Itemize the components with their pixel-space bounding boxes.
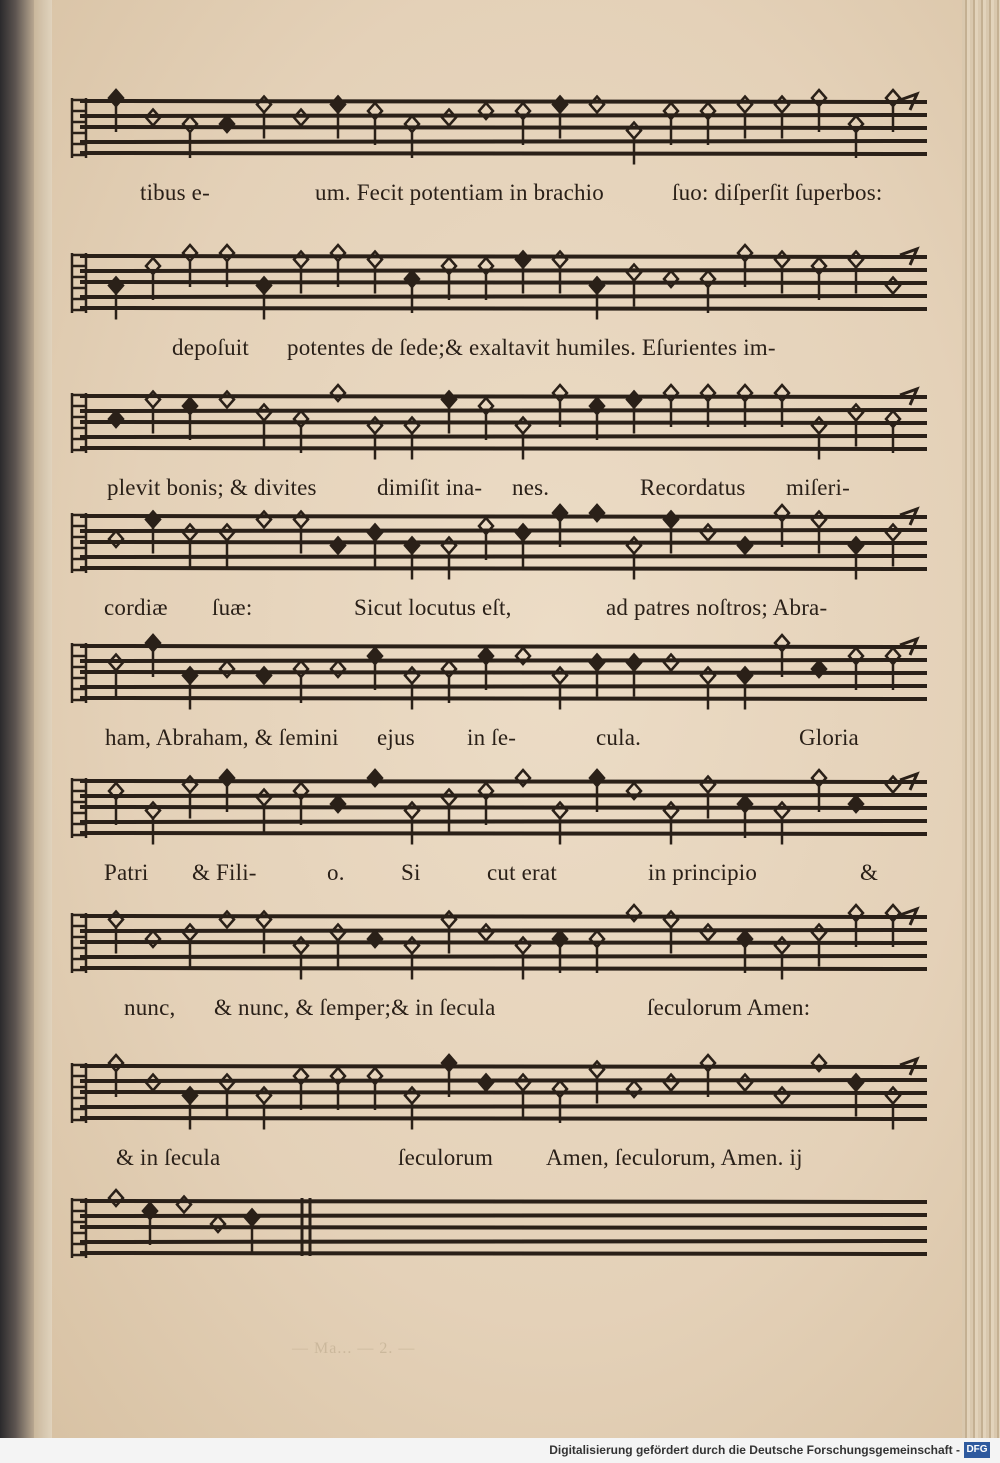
- staff-line: [80, 141, 927, 142]
- lyric-text: ad patres noſtros; Abra-: [606, 595, 828, 620]
- staff-line: [80, 256, 927, 257]
- staff-line: [80, 568, 927, 569]
- staff-line: [80, 795, 927, 796]
- staff-line: [80, 270, 927, 271]
- note-icon: [479, 648, 493, 690]
- staff-line: [80, 660, 927, 661]
- note-icon: [886, 777, 900, 793]
- staff-line: [80, 956, 927, 957]
- note-icon: [664, 512, 678, 554]
- lyric-text: dimiſit ina-: [377, 475, 483, 500]
- note-icon: [886, 411, 900, 453]
- staff: [72, 225, 932, 335]
- lyric-text: o.: [327, 860, 345, 885]
- staff: [72, 485, 932, 595]
- note-icon: [368, 931, 382, 947]
- note-icon: [664, 103, 678, 145]
- staff: [72, 1170, 932, 1280]
- note-icon: [849, 905, 863, 947]
- note-icon: [368, 648, 382, 690]
- staff-line: [80, 930, 927, 931]
- staff: [72, 615, 932, 725]
- staff-line: [80, 530, 927, 531]
- music-system: [52, 1170, 964, 1270]
- note-icon: [590, 655, 604, 697]
- note-icon: [220, 912, 234, 928]
- staff-line: [80, 556, 927, 557]
- lyric-text: ſeculorum Amen:: [647, 995, 811, 1020]
- staff-line: [80, 646, 927, 647]
- lyric-text: potentes de ſede;& exaltavit humiles.: [287, 335, 637, 360]
- note-icon: [331, 538, 345, 554]
- note-icon: [331, 385, 345, 401]
- music-system: [52, 70, 964, 170]
- lyric-text: Sicut locutus eſt,: [354, 595, 512, 620]
- note-icon: [220, 116, 234, 132]
- left-page-edge: [34, 0, 54, 1438]
- note-icon: [701, 925, 715, 941]
- staff-line: [80, 916, 927, 917]
- note-icon: [775, 385, 789, 427]
- lyric-text: cut erat: [487, 860, 557, 885]
- music-page: [52, 0, 964, 1438]
- staff-line: [80, 968, 927, 969]
- note-icon: [177, 1197, 191, 1213]
- note-icon: [849, 538, 863, 580]
- note-icon: [886, 648, 900, 690]
- lyric-text: & Fili-: [192, 860, 257, 885]
- staff-line: [80, 1241, 927, 1242]
- music-system: [52, 365, 964, 465]
- staff: [72, 70, 932, 180]
- note-icon: [701, 1055, 715, 1097]
- staff-line: [80, 308, 927, 309]
- dfg-logo: DFG: [964, 1442, 990, 1458]
- note-icon: [109, 531, 123, 547]
- lyric-text: ham, Abraham, & ſemini: [105, 725, 339, 750]
- lyric-text: &: [860, 860, 879, 885]
- note-icon: [701, 385, 715, 427]
- note-icon: [590, 97, 604, 113]
- music-system: [52, 485, 964, 585]
- note-icon: [738, 1075, 752, 1091]
- note-icon: [849, 116, 863, 158]
- funding-credit: Digitalisierung gefördert durch die Deutsche Forschungsgemeinschaft -: [549, 1443, 960, 1457]
- staff-line: [80, 422, 927, 423]
- note-icon: [479, 518, 493, 560]
- note-icon: [738, 245, 752, 287]
- note-icon: [368, 525, 382, 567]
- staff-line: [80, 781, 927, 782]
- note-icon: [849, 1075, 863, 1117]
- lyric-text: nunc,: [124, 995, 176, 1020]
- staff: [72, 365, 932, 475]
- note-icon: [738, 931, 752, 973]
- note-icon: [886, 905, 900, 947]
- lyric-text: depoſuit: [172, 335, 249, 360]
- staff-line: [80, 296, 927, 297]
- note-icon: [738, 796, 752, 838]
- note-icon: [257, 668, 271, 684]
- staff-line: [80, 686, 927, 687]
- lyric-text: Recordatus: [640, 475, 746, 500]
- lyric-text: nes.: [512, 475, 550, 500]
- staff-line: [80, 1066, 927, 1067]
- lyric-text: Si: [401, 860, 421, 885]
- bleed-through-text: — Ma... — 2. —: [292, 1340, 416, 1357]
- note-icon: [368, 103, 382, 145]
- staff: [72, 885, 932, 995]
- staff: [72, 1035, 932, 1145]
- note-icon: [220, 392, 234, 408]
- lyric-text: miſeri-: [786, 475, 850, 500]
- note-icon: [479, 1075, 493, 1091]
- note-icon: [109, 783, 123, 825]
- staff-line: [80, 396, 927, 397]
- note-icon: [331, 1068, 345, 1110]
- page-fore-edge: [962, 0, 1000, 1438]
- staff-line: [80, 1092, 927, 1093]
- lyric-text: in ſe-: [467, 725, 517, 750]
- lyric-text: Amen, ſeculorum, Amen. ij: [546, 1145, 803, 1170]
- footer-bar: [0, 1438, 1000, 1463]
- note-icon: [516, 103, 530, 145]
- note-icon: [812, 90, 826, 132]
- note-icon: [516, 770, 530, 786]
- note-icon: [245, 1210, 259, 1252]
- note-icon: [257, 512, 271, 528]
- lyric-text: in principio: [648, 860, 758, 885]
- note-icon: [775, 635, 789, 677]
- staff-line: [80, 448, 927, 449]
- note-icon: [516, 252, 530, 294]
- staff-line: [80, 115, 927, 116]
- staff-line: [80, 821, 927, 822]
- staff-line: [80, 1118, 927, 1119]
- staff-line: [80, 942, 927, 943]
- staff-line: [80, 542, 927, 543]
- staff-line: [80, 516, 927, 517]
- note-icon: [553, 97, 567, 139]
- lyric-text: ejus: [377, 725, 415, 750]
- lyric-text: & nunc, & ſemper;& in ſecula: [214, 995, 496, 1020]
- note-icon: [590, 278, 604, 320]
- note-icon: [738, 538, 752, 554]
- lyric-text: Eſurientes im-: [642, 335, 776, 360]
- staff-line: [80, 153, 927, 154]
- note-icon: [812, 258, 826, 300]
- note-icon: [701, 271, 715, 313]
- lyric-text: cula.: [596, 725, 642, 750]
- note-icon: [738, 385, 752, 427]
- staff-line: [80, 1201, 927, 1202]
- note-icon: [143, 1203, 157, 1245]
- note-icon: [109, 411, 123, 427]
- note-icon: [368, 770, 382, 786]
- staff-line: [80, 127, 927, 128]
- note-icon: [849, 648, 863, 690]
- note-icon: [701, 103, 715, 145]
- note-icon: [294, 783, 308, 825]
- staff: [72, 750, 932, 860]
- note-icon: [812, 770, 826, 812]
- staff-line: [80, 436, 927, 437]
- staff-line: [80, 698, 927, 699]
- note-icon: [738, 668, 752, 710]
- note-icon: [701, 525, 715, 541]
- lyric-text: Gloria: [799, 725, 859, 750]
- staff-line: [80, 1253, 927, 1254]
- book-spine: [0, 0, 34, 1438]
- lyric-text: ſeculorum: [398, 1145, 494, 1170]
- lyric-text: cordiæ: [104, 595, 168, 620]
- note-icon: [331, 796, 345, 812]
- staff-line: [80, 672, 927, 673]
- note-icon: [479, 398, 493, 440]
- staff-line: [80, 833, 927, 834]
- note-icon: [516, 525, 530, 567]
- music-system: [52, 750, 964, 850]
- note-icon: [627, 655, 641, 697]
- staff-line: [80, 1215, 927, 1216]
- note-icon: [109, 1190, 123, 1206]
- lyric-text: & in ſecula: [116, 1145, 221, 1170]
- lyric-text: um. Fecit potentiam in brachio: [315, 180, 604, 205]
- music-system: [52, 225, 964, 325]
- staff-line: [80, 410, 927, 411]
- staff-line: [80, 807, 927, 808]
- note-icon: [146, 258, 160, 300]
- lyric-text: ſuæ:: [212, 595, 253, 620]
- note-icon: [479, 783, 493, 825]
- note-icon: [886, 278, 900, 294]
- music-system: [52, 885, 964, 985]
- note-icon: [886, 90, 900, 132]
- lyric-text: plevit bonis; & divites: [107, 475, 317, 500]
- note-icon: [775, 505, 789, 547]
- lyric-text: ſuo: diſperſit ſuperbos:: [672, 180, 883, 205]
- staff-line: [80, 1106, 927, 1107]
- note-icon: [775, 1088, 789, 1104]
- note-icon: [220, 661, 234, 677]
- note-icon: [479, 258, 493, 300]
- lyric-text: tibus e-: [140, 180, 210, 205]
- staff-line: [80, 1080, 927, 1081]
- music-system: [52, 1035, 964, 1135]
- note-icon: [211, 1216, 225, 1232]
- staff-line: [80, 101, 927, 102]
- staff-line: [80, 1227, 927, 1228]
- note-icon: [627, 392, 641, 434]
- lyric-text: Patri: [104, 860, 149, 885]
- staff-line: [80, 282, 927, 283]
- note-icon: [664, 655, 678, 671]
- note-icon: [442, 258, 456, 300]
- music-system: [52, 615, 964, 715]
- note-icon: [664, 1075, 678, 1091]
- note-icon: [183, 398, 197, 440]
- note-icon: [146, 931, 160, 947]
- note-icon: [368, 1068, 382, 1110]
- note-icon: [331, 661, 345, 677]
- note-icon: [294, 1068, 308, 1110]
- note-icon: [590, 398, 604, 440]
